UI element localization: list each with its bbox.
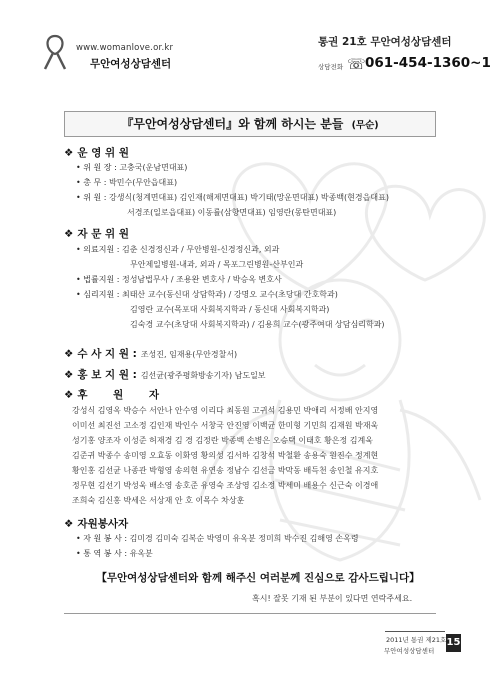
ribbon-logo-icon — [36, 32, 74, 72]
steering-row — [76, 162, 187, 173]
row-label: • 통 역 봉 사 : — [76, 549, 128, 558]
investigation-heading: 수 사 지 원 : — [77, 348, 137, 360]
header-issue: 통권 21호 무안여성상담센터 — [318, 36, 452, 48]
row-text: 강생식(청계면대표) 김인재(해제면대표) 박기태(망운면대표) 박종백(현경읍대표) — [109, 193, 389, 202]
row-label: • 위 원 : — [76, 193, 107, 202]
row-text: 김숙경 교수(초당대 사회복지학과) / 김용희 교수(광주여대 상담심리학과) — [130, 320, 385, 329]
row-label: • 총 무 : — [76, 178, 107, 187]
diamond-bullet-icon: ❖ — [64, 369, 74, 381]
row-text: 김영란 교수(목포대 사회복지학과 / 동신대 사회복지학과) — [130, 305, 330, 314]
row-label: • 심리지원 : — [76, 290, 120, 299]
diamond-bullet-icon: ❖ — [64, 518, 74, 530]
footer-center-name: 무안여성상담센터 — [384, 647, 435, 655]
row-text: 고충국(운남면대표) — [119, 163, 188, 172]
sponsor-line: 강성식 김영옥 박승수 서안나 안수영 이리다 최동원 고귀석 김용민 박애리 서정배 안지영 — [72, 406, 379, 415]
page-title — [64, 111, 436, 137]
volunteer-row — [76, 548, 153, 559]
row-text: 무안제일병원-내과, 외과 / 목포그린병원-산부인과 — [130, 260, 304, 269]
row-label: • 자 원 봉 사 : — [76, 534, 128, 543]
steering-committee-heading: ❖ 운 영 위 원 — [64, 147, 129, 159]
logo-center-name: 무안여성상담센터 — [90, 58, 172, 70]
volunteer-row — [76, 533, 359, 544]
volunteers-heading: ❖ 자원봉사자 — [64, 518, 129, 530]
sponsor-line: 성기홍 양조자 이성준 허재경 김 경 김정란 박종백 손병은 오승택 이태호 황은정 김계욱 — [72, 436, 373, 445]
row-text: 최태산 교수(동신대 상담학과) / 강명오 교수(초당대 간호학과) — [121, 290, 338, 299]
sponsor-line: 조희숙 김신홍 박세은 서상재 안 호 이목수 차상훈 — [72, 496, 245, 505]
diamond-bullet-icon: ❖ — [64, 389, 74, 401]
advisory-row — [130, 304, 329, 315]
sponsor-line: 정무현 김선기 박성욱 배소영 송호준 유영숙 조상영 김소정 박세미 배용수 신근숙 이경애 — [72, 481, 379, 490]
investigation-text: 조성진, 임재용(무안경찰서) — [140, 350, 238, 359]
thanks-banner: 【무안여성상담센터와 함께 해주신 여러분께 진심으로 감사드립니다】 — [96, 572, 420, 584]
investigation-support — [64, 346, 237, 361]
row-label: • 위 원 장 : — [76, 163, 117, 172]
row-label: • 법률지원 : — [76, 275, 120, 284]
correction-note: 혹시! 잘못 기재 된 부분이 있다면 연락주세요. — [252, 594, 413, 603]
footer-issue: 2011년 통권 제21호 — [386, 636, 447, 644]
row-text: 서경조(일로읍대표) 이동률(삼향면대표) 임영란(몽탄면대표) — [127, 208, 337, 217]
advisory-row — [130, 319, 385, 330]
website-url: www.womanlove.or.kr — [76, 43, 174, 53]
phone-number: 061-454-1360~1 — [365, 55, 491, 71]
advisory-row — [76, 289, 338, 300]
publicity-heading: 홍 보 지 원 : — [77, 369, 137, 381]
steering-row — [76, 192, 389, 203]
diamond-bullet-icon: ❖ — [64, 348, 74, 360]
sponsor-line: 황인홍 김선균 나종관 박형영 송의현 유연송 정남수 김선금 박막동 배득천 송인철 유지호 — [72, 466, 379, 475]
publicity-text: 김선균(광주평화방송기자) 남도일보 — [140, 371, 266, 380]
sponsor-line: 이미선 최진선 고소정 김인재 박인수 서창국 안진영 이백균 한미형 기민희 김재원 박재욱 — [72, 421, 379, 430]
steering-row — [127, 207, 336, 218]
phone-icon: ☏ — [347, 55, 366, 73]
row-text: 김춘 신경정신과 / 무안병원-신경정신과, 외과 — [121, 245, 280, 254]
title-suffix: (무순) — [351, 120, 379, 131]
footer-divider — [385, 631, 445, 632]
phone-label: 상담전화 — [318, 63, 344, 71]
row-text: 김미경 김미숙 김복순 박영미 유옥분 정미희 박수진 김해영 손옥령 — [129, 534, 359, 543]
publicity-support — [64, 367, 266, 382]
page-number: 15 — [446, 634, 461, 652]
row-text: 유옥분 — [129, 549, 153, 558]
diamond-bullet-icon: ❖ — [64, 147, 74, 159]
steering-row — [76, 177, 177, 188]
advisory-row — [76, 244, 279, 255]
title-text: 『무안여성상담센터』와 함께 하시는 분들 — [121, 117, 344, 131]
sponsors-heading: ❖ 후 원 자 — [64, 389, 160, 401]
row-text: 박민수(무안읍대표) — [109, 178, 178, 187]
advisory-committee-heading: ❖ 자 문 위 원 — [64, 228, 129, 240]
diamond-bullet-icon: ❖ — [64, 228, 74, 240]
divider — [64, 613, 436, 614]
advisory-row — [130, 259, 303, 270]
sponsor-line: 김준귀 박종수 송미영 오효동 이화영 황의성 김서하 김창석 박철환 송용숙 원진수 정계현 — [72, 451, 379, 460]
row-text: 정성남법무사 / 조용완 변호사 / 박승옥 변호사 — [121, 275, 282, 284]
row-label: • 의료지원 : — [76, 245, 120, 254]
advisory-row — [76, 274, 282, 285]
